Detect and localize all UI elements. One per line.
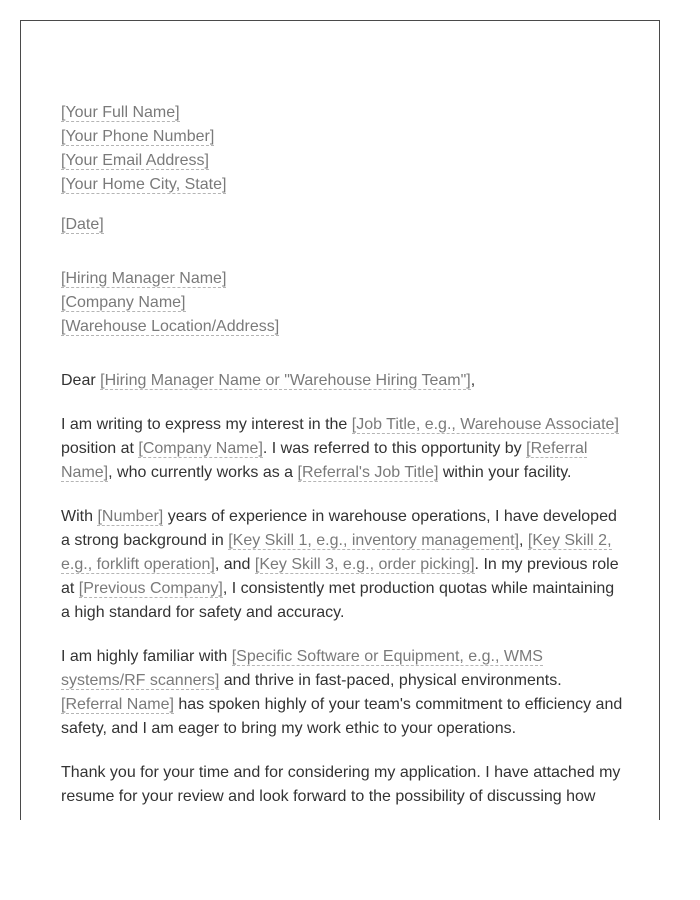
- referral-name-placeholder-2: [Referral Name]: [61, 696, 174, 713]
- sender-block: [61, 101, 626, 197]
- recipient-address: [Warehouse Location/Address]: [61, 318, 280, 335]
- letter-date: [Date]: [61, 216, 104, 233]
- previous-company-placeholder: [Previous Company]: [78, 580, 223, 597]
- software-placeholder: [Specific Software or Equipment, e.g., WMS systems/RF scanners]: [61, 648, 543, 689]
- skill-2-placeholder: [Key Skill 2, e.g., forklift operation]: [61, 532, 612, 573]
- skill-1-placeholder: [Key Skill 1, e.g., inventory management]: [228, 532, 520, 549]
- paragraph-skills: I am highly familiar with [Specific Software or Equipment, e.g., WMS systems/RF scanners] and thrive in fast-paced, physical environments. [Referral Name] has spoken highly of your team's commitment to efficiency and safety, and I am eager to bring my work ethic to your operations.: [61, 648, 623, 737]
- skill-3-placeholder: [Key Skill 3, e.g., order picking]: [254, 556, 475, 573]
- sender-phone: [Your Phone Number]: [61, 128, 215, 145]
- letter-page: [20, 20, 660, 820]
- company-placeholder: [Company Name]: [138, 440, 263, 457]
- date-block: [61, 213, 626, 237]
- referral-title-placeholder: [Referral's Job Title]: [297, 464, 439, 481]
- referral-name-placeholder: [Referral Name]: [61, 440, 588, 481]
- salutation: Dear [Hiring Manager Name or "Warehouse Hiring Team"],: [61, 372, 476, 389]
- paragraph-experience: With [Number] years of experience in warehouse operations, I have developed a strong background in [Key Skill 1, e.g., inventory management], [Key Skill 2, e.g., forklift operation], and [Key Skill 3, e.g., order picking]. In my previous role at [Previous Company], I consistently met production quotas while maintaining a high standard for safety and accuracy.: [61, 508, 619, 621]
- salutation-name: [Hiring Manager Name or "Warehouse Hiring Team"]: [100, 372, 471, 389]
- letter-body: [61, 101, 626, 809]
- years-placeholder: [Number]: [97, 508, 164, 525]
- recipient-manager: [Hiring Manager Name]: [61, 270, 227, 287]
- job-title-placeholder: [Job Title, e.g., Warehouse Associate]: [351, 416, 619, 433]
- recipient-company: [Company Name]: [61, 294, 186, 311]
- sender-email: [Your Email Address]: [61, 152, 209, 169]
- sender-city-state: [Your Home City, State]: [61, 176, 227, 193]
- paragraph-intro: I am writing to express my interest in the [Job Title, e.g., Warehouse Associate] position at [Company Name]. I was referred to this opportunity by [Referral Name], who currently works as a [Referral's Job Title] within your facility.: [61, 416, 619, 481]
- recipient-block: [61, 267, 626, 339]
- paragraph-closing: Thank you for your time and for considering my application. I have attached my resume for your review and look forward to the possibility of discussing how: [61, 764, 621, 805]
- sender-full-name: [Your Full Name]: [61, 104, 180, 121]
